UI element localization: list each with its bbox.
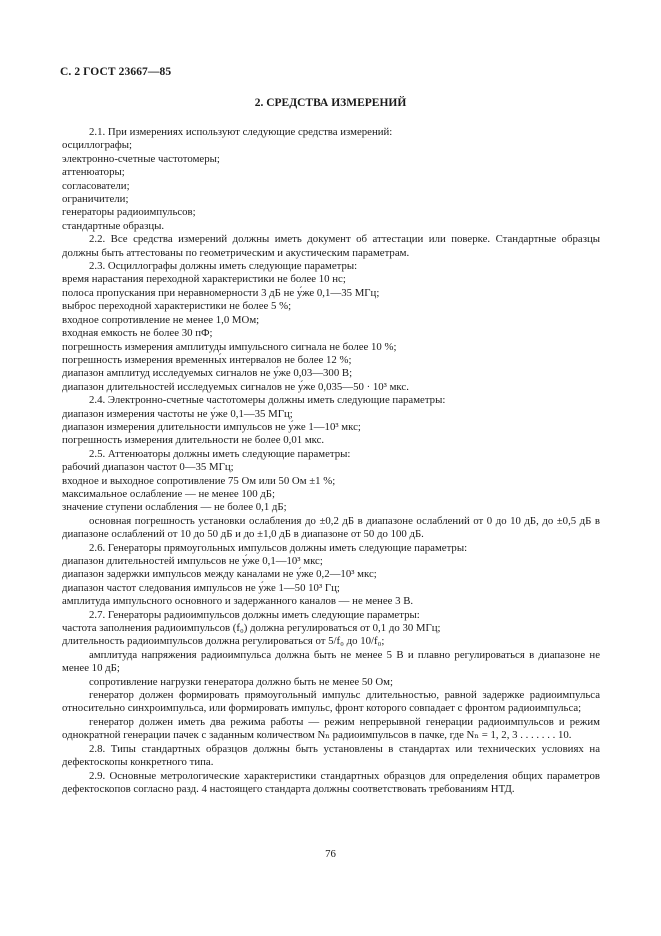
paragraph: погрешность измерения временны́х интервалов не более 12 %; [62, 353, 352, 366]
paragraph: диапазон частот следования импульсов не у́же 1—50 10³ Гц; [62, 581, 340, 594]
paragraph: сопротивление нагрузки генератора должно быть не менее 50 Ом; [89, 675, 394, 688]
paragraph: 2.8. Типы стандартных образцов должны быть установлены в стандартах или технических условиях на дефектоскопы конкретного типа. [62, 742, 600, 769]
paragraph: генератор должен формировать прямоугольный импульс длительностью, равной задержке радиоимпульса относительно синхроимпульса, или формировать импульс, фронт которого совпадает с фронтом радиоимпульса; [62, 689, 600, 715]
paragraph: 2.5. Аттенюаторы должны иметь следующие параметры: [89, 447, 351, 460]
paragraph: согласователи; [62, 179, 130, 192]
paragraph: полоса пропускания при неравномерности 3 дБ не у́же 0,1—35 МГц; [62, 286, 380, 299]
paragraph: электронно-счетные частотомеры; [62, 152, 220, 165]
paragraph: максимальное ослабление — не менее 100 дБ; [62, 487, 275, 500]
paragraph: 2.1. При измерениях используют следующие средства измерений: [89, 126, 393, 138]
paragraph: стандартные образцы. [62, 219, 165, 232]
paragraph: длительность радиоимпульсов должна регулироваться от 5/f₀ до 10/f₀; [62, 635, 385, 648]
paragraph: диапазон длительностей импульсов не у́же 0,1—10³ мкс; [62, 555, 323, 567]
paragraph: время нарастания переходной характеристики не более 10 нс; [62, 273, 346, 286]
paragraph: входное сопротивление не менее 1,0 МОм; [62, 313, 260, 326]
paragraph: 2.4. Электронно-счетные частотомеры должны иметь следующие параметры: [89, 394, 446, 407]
paragraph: входное и выходное сопротивление 75 Ом или 50 Ом ±1 %; [62, 474, 336, 487]
paragraph: 2.9. Основные метрологические характеристики стандартных образцов для определения общих параметров дефектоскопов согласно разд. 4 настоящего стандарта должны соответствовать требованиям НТД. [62, 769, 600, 795]
paragraph: диапазон задержки импульсов между каналами не у́же 0,2—10³ мкс; [62, 568, 377, 581]
paragraph: основная погрешность установки ослабления до ±0,2 дБ в диапазоне ослаблений от 0 до 10 дБ, до ±0,5 дБ в диапазоне ослаблений от 10 до 50 дБ и до ±1,0 дБ в диапазоне от 50 до 100 дБ. [62, 514, 600, 541]
paragraph: диапазон измерения длительности импульсов не у́же 1—10³ мкс; [62, 420, 361, 433]
paragraph: погрешность измерения амплитуды импульсного сигнала не более 10 %; [62, 340, 397, 353]
paragraph: погрешность измерения длительности не более 0,01 мкс. [62, 434, 325, 447]
paragraph: 2.7. Генераторы радиоимпульсов должны иметь следующие параметры: [89, 608, 420, 621]
document-body [62, 126, 600, 796]
paragraph: 2.2. Все средства измерений должны иметь документ об аттестации или поверке. Стандартные образцы должны быть аттестованы по геометрическим и акустическим параметрам. [62, 233, 600, 259]
paragraph: 2.3. Осциллографы должны иметь следующие параметры: [89, 260, 358, 273]
paragraph: значение ступени ослабления — не более 0,1 дБ; [62, 501, 287, 514]
paragraph: амплитуда напряжения радиоимпульса должна быть не менее 5 В и плавно регулироваться в диапазоне не менее 10 дБ; [62, 648, 600, 675]
paragraph: 2.6. Генераторы прямоугольных импульсов должны иметь следующие параметры: [89, 541, 468, 554]
page-header: С. 2 ГОСТ 23667—85 [60, 66, 172, 78]
paragraph: амплитуда импульсного основного и задержанного каналов — не менее 3 В. [62, 595, 414, 608]
paragraph: аттенюаторы; [62, 166, 125, 179]
page-number: 76 [325, 848, 336, 860]
paragraph: диапазон амплитуд исследуемых сигналов не у́же 0,03—300 В; [62, 367, 353, 380]
paragraph: частота заполнения радиоимпульсов (f₀) должна регулироваться от 0,1 до 30 МГц; [62, 622, 441, 635]
paragraph: выброс переходной характеристики не более 5 %; [62, 300, 292, 313]
section-title: 2. СРЕДСТВА ИЗМЕРЕНИЙ [254, 97, 407, 109]
paragraph: осциллографы; [62, 139, 133, 152]
paragraph: диапазон измерения частоты не у́же 0,1—35 МГц; [62, 407, 293, 420]
paragraph: ограничители; [62, 193, 129, 206]
paragraph: входная емкость не более 30 пФ; [62, 327, 213, 340]
paragraph: рабочий диапазон частот 0—35 МГц; [62, 461, 234, 474]
paragraph: генераторы радиоимпульсов; [62, 206, 196, 219]
paragraph: диапазон длительностей исследуемых сигналов не у́же 0,035—50 · 10³ мкс. [62, 380, 409, 393]
paragraph: генератор должен иметь два режима работы — режим непрерывной генерации радиоимпульсов и режим однократной генерации пачек с заданным количеством Nₙ радиоимпульсов в пачке, где Nₙ = 1, 2, 3 . . . . . . . 10. [62, 715, 600, 742]
